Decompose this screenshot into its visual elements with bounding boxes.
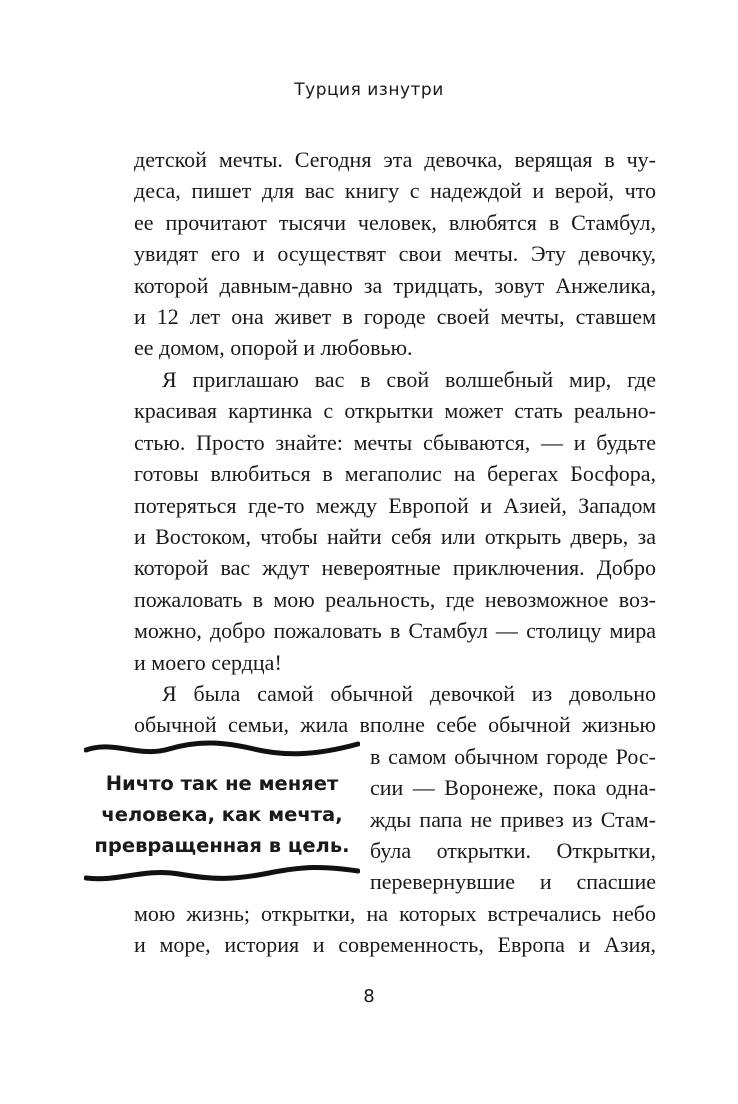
text-line: ее домом, опорой и любовью. <box>134 335 413 361</box>
text-line: готовы влюбиться в мегаполис на берегах Босфора, <box>134 461 656 487</box>
text-line: и 12 лет она живет в городе своей мечты, ставшем <box>134 304 656 330</box>
text-line: стью. Просто знайте: мечты сбываются, — и будьте <box>134 429 656 455</box>
text-line: и море, история и современность, Европа и Азия, <box>134 932 656 958</box>
text-line: потеряться где-то между Европой и Азией, Западом <box>134 492 656 518</box>
text-line: и моего сердца! <box>134 649 282 675</box>
pull-quote-line: человека, как мечта, <box>101 803 343 826</box>
wavy-line-top-icon <box>84 736 360 760</box>
text-line: детской мечты. Сегодня эта девочка, верящая в чу- <box>134 147 656 172</box>
text-line: Я была самой обычной девочкой из довольно <box>162 681 656 706</box>
paragraph-2 <box>134 364 656 678</box>
pull-quote-text <box>84 768 360 861</box>
text-line: ее прочитают тысячи человек, влюбятся в Стамбул, <box>134 209 656 235</box>
pull-quote <box>84 736 360 886</box>
text-line: мою жизнь; открытки, на которых встречались небо <box>134 900 656 926</box>
page-number: 8 <box>363 986 375 1007</box>
wavy-line-bottom-icon <box>84 862 360 886</box>
text-line: красивая картинка с открытки может стать реально- <box>134 398 656 424</box>
text-line: сии — Воронеже, пока однa- <box>370 775 656 801</box>
text-line: була открытки. Открытки, <box>370 838 656 864</box>
text-line: и Востоком, чтобы найти себя или открыть дверь, за <box>134 524 656 550</box>
text-line: можно, добро пожаловать в Стамбул — столицу мира <box>134 618 656 644</box>
pull-quote-line: превращенная в цель. <box>94 834 350 857</box>
text-line: пожаловать в мою реальность, где невозможное воз- <box>134 586 656 612</box>
text-line: которой давным-давно за тридцать, зовут Анжелика, <box>134 272 656 298</box>
text-line: Я приглашаю вас в свой волшебный мир, где <box>162 367 656 392</box>
running-head: Турция изнутри <box>294 80 444 100</box>
text-line: увидят его и осуществят свои мечты. Эту девочку, <box>134 241 656 267</box>
text-line: жды папа не привез из Стам- <box>370 806 656 832</box>
text-line: деса, пишет для вас книгу с надеждой и верой, что <box>134 178 656 204</box>
text-line: в самом обычном городе Рос- <box>370 743 656 769</box>
text-line: которой вас ждут невероятные приключения. Добро <box>134 555 656 581</box>
text-line: обычной семьи, жила вполне себе обычной жизнью <box>134 712 656 738</box>
paragraph-1 <box>134 144 656 364</box>
text-line: перевернувшие и спасшие <box>370 869 656 895</box>
pull-quote-line: Ничто так не меняет <box>105 772 339 795</box>
